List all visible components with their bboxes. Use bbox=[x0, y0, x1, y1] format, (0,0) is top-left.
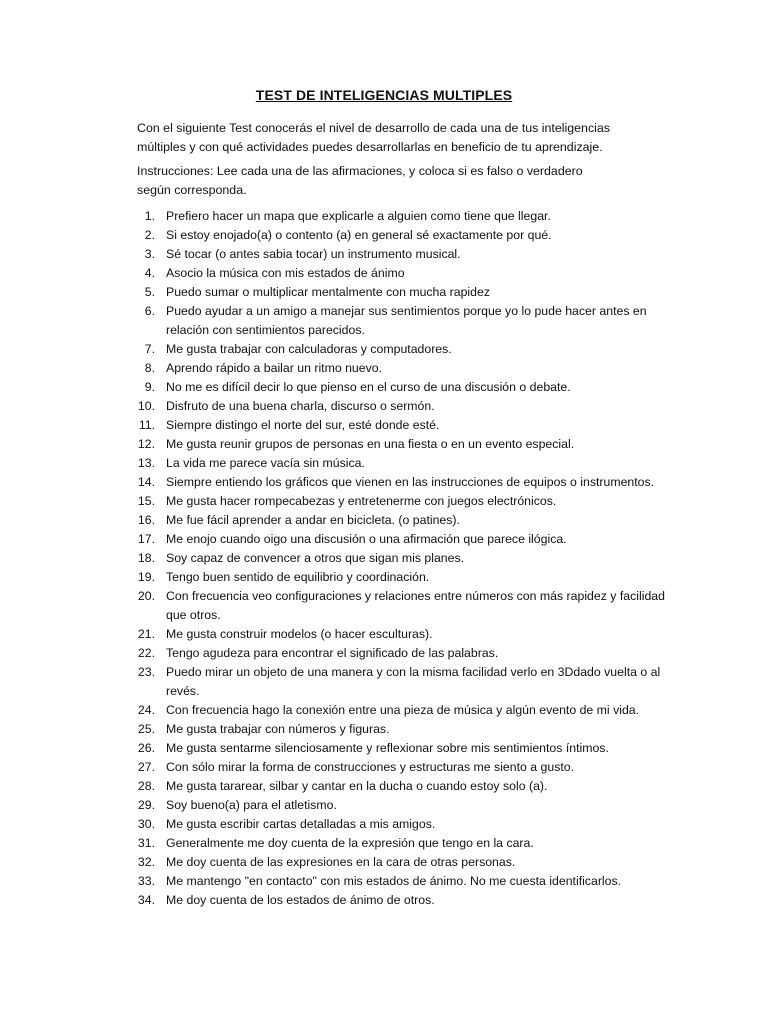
item-number: 15. bbox=[137, 494, 155, 508]
list-item bbox=[132, 625, 672, 644]
item-number: 1. bbox=[144, 209, 155, 223]
list-item bbox=[132, 549, 672, 568]
item-number: 32. bbox=[137, 855, 155, 869]
item-text: Me gusta trabajar con números y figuras. bbox=[166, 722, 390, 736]
item-number: 31. bbox=[137, 836, 155, 850]
item-number: 10. bbox=[137, 399, 155, 413]
list-item bbox=[132, 454, 672, 473]
item-number: 3. bbox=[144, 247, 155, 261]
item-text: La vida me parece vacía sin música. bbox=[166, 456, 365, 470]
item-text: Tengo buen sentido de equilibrio y coordinación. bbox=[166, 570, 430, 584]
item-number: 5. bbox=[144, 285, 155, 299]
item-number: 17. bbox=[137, 532, 155, 546]
item-number: 2. bbox=[144, 228, 155, 242]
list-item bbox=[132, 568, 672, 587]
item-text: Disfruto de una buena charla, discurso o sermón. bbox=[166, 399, 435, 413]
item-text: Me gusta tararear, silbar y cantar en la ducha o cuando estoy solo (a). bbox=[166, 779, 548, 793]
list-item bbox=[132, 758, 672, 777]
item-number: 7. bbox=[144, 342, 155, 356]
list-item bbox=[132, 245, 672, 264]
list-item bbox=[132, 283, 672, 302]
item-number: 30. bbox=[137, 817, 155, 831]
item-text: Me gusta trabajar con calculadoras y computadores. bbox=[166, 342, 452, 356]
instructions-paragraph: Instrucciones: Lee cada una de las afirmaciones, y coloca si es falso o verdadero según corresponda. bbox=[137, 164, 583, 197]
list-item bbox=[132, 701, 672, 720]
item-number: 28. bbox=[137, 779, 155, 793]
item-number: 22. bbox=[137, 646, 155, 660]
item-text: Soy bueno(a) para el atletismo. bbox=[166, 798, 337, 812]
list-item bbox=[132, 302, 672, 340]
list-item bbox=[132, 872, 672, 891]
item-number: 14. bbox=[137, 475, 155, 489]
list-item bbox=[132, 891, 672, 910]
list-item bbox=[132, 739, 672, 758]
item-number: 34. bbox=[137, 893, 155, 907]
item-number: 23. bbox=[137, 665, 155, 679]
list-item bbox=[132, 226, 672, 245]
statement-list bbox=[132, 207, 672, 910]
item-text: Me gusta sentarme silenciosamente y reflexionar sobre mis sentimientos íntimos. bbox=[166, 741, 609, 755]
list-item bbox=[132, 796, 672, 815]
item-text: Me mantengo "en contacto" con mis estados de ánimo. No me cuesta identificarlos. bbox=[166, 874, 622, 888]
item-number: 24. bbox=[137, 703, 155, 717]
item-text: Me doy cuenta de los estados de ánimo de otros. bbox=[166, 893, 435, 907]
list-item bbox=[132, 378, 672, 397]
list-item bbox=[132, 435, 672, 454]
item-number: 12. bbox=[137, 437, 155, 451]
list-item bbox=[132, 207, 672, 226]
item-number: 27. bbox=[137, 760, 155, 774]
item-number: 29. bbox=[137, 798, 155, 812]
item-number: 9. bbox=[144, 380, 155, 394]
item-text: Prefiero hacer un mapa que explicarle a alguien como tiene que llegar. bbox=[166, 209, 551, 223]
list-item bbox=[132, 530, 672, 549]
item-text: Asocio la música con mis estados de ánimo bbox=[166, 266, 405, 280]
list-item bbox=[132, 587, 672, 625]
item-text: Me gusta escribir cartas detalladas a mis amigos. bbox=[166, 817, 436, 831]
item-number: 6. bbox=[144, 304, 155, 318]
list-item bbox=[132, 777, 672, 796]
list-item bbox=[132, 416, 672, 435]
item-text: Sé tocar (o antes sabia tocar) un instrumento musical. bbox=[166, 247, 461, 261]
item-text: Soy capaz de convencer a otros que sigan mis planes. bbox=[166, 551, 465, 565]
list-item bbox=[132, 473, 672, 492]
item-text: Con frecuencia veo configuraciones y relaciones entre números con más rapidez y facilidad que otros. bbox=[166, 589, 665, 622]
list-item bbox=[132, 511, 672, 530]
list-item bbox=[132, 720, 672, 739]
item-number: 8. bbox=[144, 361, 155, 375]
list-item bbox=[132, 853, 672, 872]
item-text: Me gusta reunir grupos de personas en una fiesta o en un evento especial. bbox=[166, 437, 575, 451]
item-number: 11. bbox=[138, 418, 155, 432]
item-text: Generalmente me doy cuenta de la expresión que tengo en la cara. bbox=[166, 836, 534, 850]
document-title: TEST DE INTELIGENCIAS MULTIPLES bbox=[255, 87, 513, 103]
list-item bbox=[132, 397, 672, 416]
item-text: Me enojo cuando oigo una discusión o una afirmación que parece ilógica. bbox=[166, 532, 567, 546]
item-number: 16. bbox=[137, 513, 155, 527]
item-text: Puedo ayudar a un amigo a manejar sus sentimientos porque yo lo pude hacer antes en relación con sentimientos parecidos. bbox=[166, 304, 647, 337]
item-number: 18. bbox=[137, 551, 155, 565]
list-item bbox=[132, 815, 672, 834]
item-text: Puedo mirar un objeto de una manera y con la misma facilidad verlo en 3Ddado vuelta o al revés. bbox=[166, 665, 661, 698]
item-number: 4. bbox=[144, 266, 155, 280]
list-item bbox=[132, 264, 672, 283]
item-text: Me fue fácil aprender a andar en bicicleta. (o patines). bbox=[166, 513, 460, 527]
intro-paragraph: Con el siguiente Test conocerás el nivel de desarrollo de cada una de tus inteligencias múltiples y con qué actividades puedes desarrollarlas en beneficio de tu aprendizaje. bbox=[137, 121, 610, 154]
item-text: No me es difícil decir lo que pienso en el curso de una discusión o debate. bbox=[166, 380, 571, 394]
list-item bbox=[132, 492, 672, 511]
item-number: 21. bbox=[137, 627, 155, 641]
item-text: Con frecuencia hago la conexión entre una pieza de música y algún evento de mi vida. bbox=[166, 703, 640, 717]
item-text: Con sólo mirar la forma de construcciones y estructuras me siento a gusto. bbox=[166, 760, 575, 774]
item-number: 26. bbox=[137, 741, 155, 755]
list-item bbox=[132, 359, 672, 378]
list-item bbox=[132, 644, 672, 663]
item-number: 19. bbox=[137, 570, 155, 584]
item-number: 33. bbox=[137, 874, 155, 888]
item-text: Tengo agudeza para encontrar el significado de las palabras. bbox=[166, 646, 499, 660]
list-item bbox=[132, 340, 672, 359]
item-text: Si estoy enojado(a) o contento (a) en general sé exactamente por qué. bbox=[166, 228, 552, 242]
item-text: Me gusta construir modelos (o hacer esculturas). bbox=[166, 627, 433, 641]
item-number: 20. bbox=[137, 589, 155, 603]
item-number: 13. bbox=[137, 456, 155, 470]
item-text: Me gusta hacer rompecabezas y entretenerme con juegos electrónicos. bbox=[166, 494, 557, 508]
item-text: Siempre entiendo los gráficos que vienen en las instrucciones de equipos o instrumentos. bbox=[166, 475, 655, 489]
item-text: Me doy cuenta de las expresiones en la cara de otras personas. bbox=[166, 855, 516, 869]
item-text: Aprendo rápido a bailar un ritmo nuevo. bbox=[166, 361, 383, 375]
item-text: Puedo sumar o multiplicar mentalmente con mucha rapidez bbox=[166, 285, 490, 299]
item-text: Siempre distingo el norte del sur, esté donde esté. bbox=[166, 418, 440, 432]
list-item bbox=[132, 834, 672, 853]
list-item bbox=[132, 663, 672, 701]
item-number: 25. bbox=[137, 722, 155, 736]
